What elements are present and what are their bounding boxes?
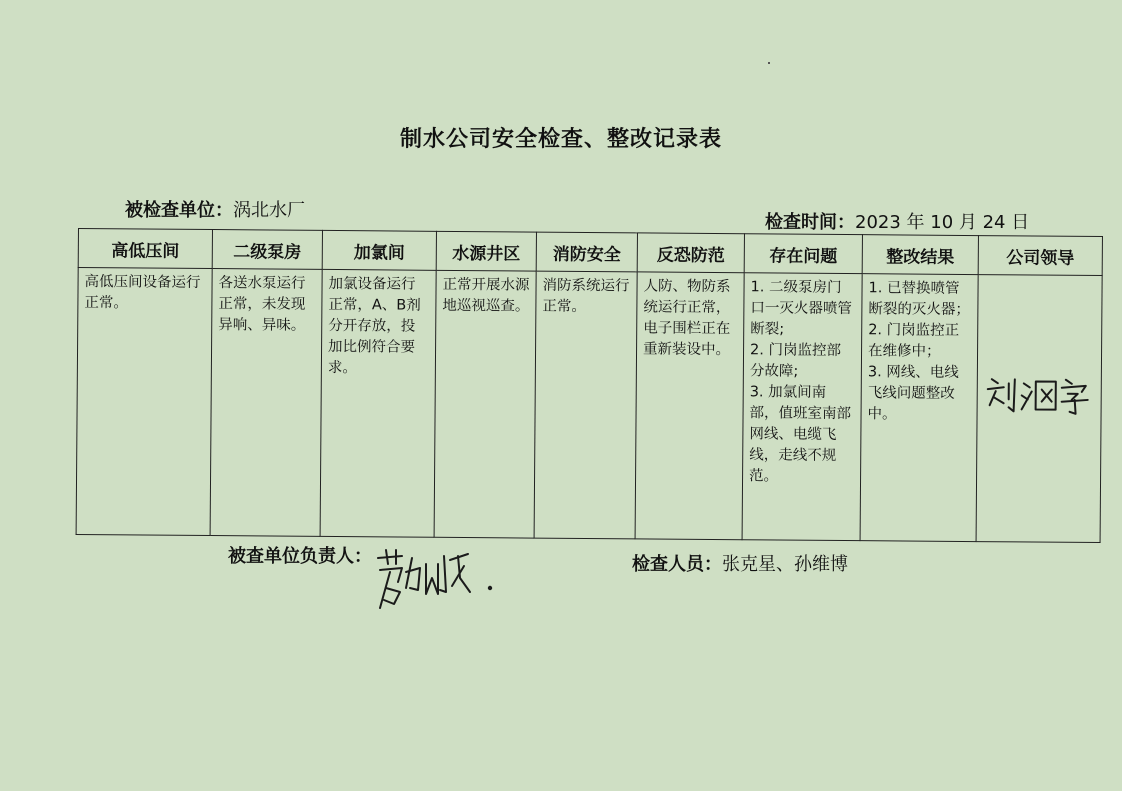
cell-text: 1. 已替换喷管断裂的灭火器； 2. 门岗监控正在维修中； 3. 网线、电线飞线问题整改中。 <box>867 280 970 423</box>
cell-text: 正常开展水源地巡视巡查。 <box>442 276 530 315</box>
header-cell: 公司领导 <box>978 236 1102 276</box>
inspection-time-label: 检查时间： <box>765 212 855 233</box>
handwritten-signature-responsible <box>372 548 502 614</box>
handwritten-signature-leader <box>982 371 1094 418</box>
cell-text: 加氯设备运行正常，A、B剂分开存放，投加比例符合要求。 <box>327 275 421 377</box>
table-cell <box>320 269 436 537</box>
inspected-unit <box>125 196 305 222</box>
header-cell: 水源井区 <box>436 231 536 271</box>
header-cell: 整改结果 <box>862 235 978 275</box>
inspected-unit-value: 涡北水厂 <box>233 200 305 221</box>
table-cell <box>534 271 637 539</box>
header-cell: 二级泵房 <box>212 230 322 270</box>
document-title: 制水公司安全检查、整改记录表 <box>399 126 722 152</box>
inspectors-value: 张克星、孙维博 <box>722 554 848 575</box>
header-cell: 反恐防范 <box>637 233 744 273</box>
inspected-unit-label: 被检查单位： <box>125 200 233 221</box>
cell-text: 高低压间设备运行正常。 <box>84 274 201 312</box>
cell-text: 人防、物防系统运行正常，电子围栏正在重新装设中。 <box>643 278 731 359</box>
table-cell <box>742 273 862 541</box>
table-cell <box>76 268 212 536</box>
table-cell <box>210 269 322 537</box>
scan-speck <box>768 62 770 64</box>
header-cell: 存在问题 <box>744 234 862 274</box>
table-cell <box>635 272 744 540</box>
inspectors <box>632 550 848 576</box>
responsible-person-label: 被查单位负责人： <box>228 546 372 567</box>
header-cell: 消防安全 <box>536 232 637 272</box>
table-row <box>76 268 1102 543</box>
header-cell: 加氯间 <box>322 230 436 270</box>
inspection-time <box>765 208 1029 234</box>
record-table <box>76 228 1103 543</box>
inspectors-label: 检查人员： <box>632 554 722 575</box>
table-cell <box>434 270 536 538</box>
cell-text: 消防系统运行正常。 <box>542 277 630 315</box>
header-cell: 高低压间 <box>78 229 212 269</box>
cell-text: 各送水泵运行正常，未发现异响、异味。 <box>218 275 306 334</box>
cell-text: 1. 二级泵房门口一灭火器喷管断裂; 2. 门岗监控部分故障; 3. 加氯间南部，值班室南部网线、电缆飞线，走线不规范。 <box>749 279 852 485</box>
leader-signature-cell <box>976 275 1102 543</box>
record-table-wrapper <box>76 228 1102 543</box>
inspection-time-value: 2023 年 10 月 24 日 <box>855 212 1030 233</box>
table-cell <box>860 274 978 542</box>
